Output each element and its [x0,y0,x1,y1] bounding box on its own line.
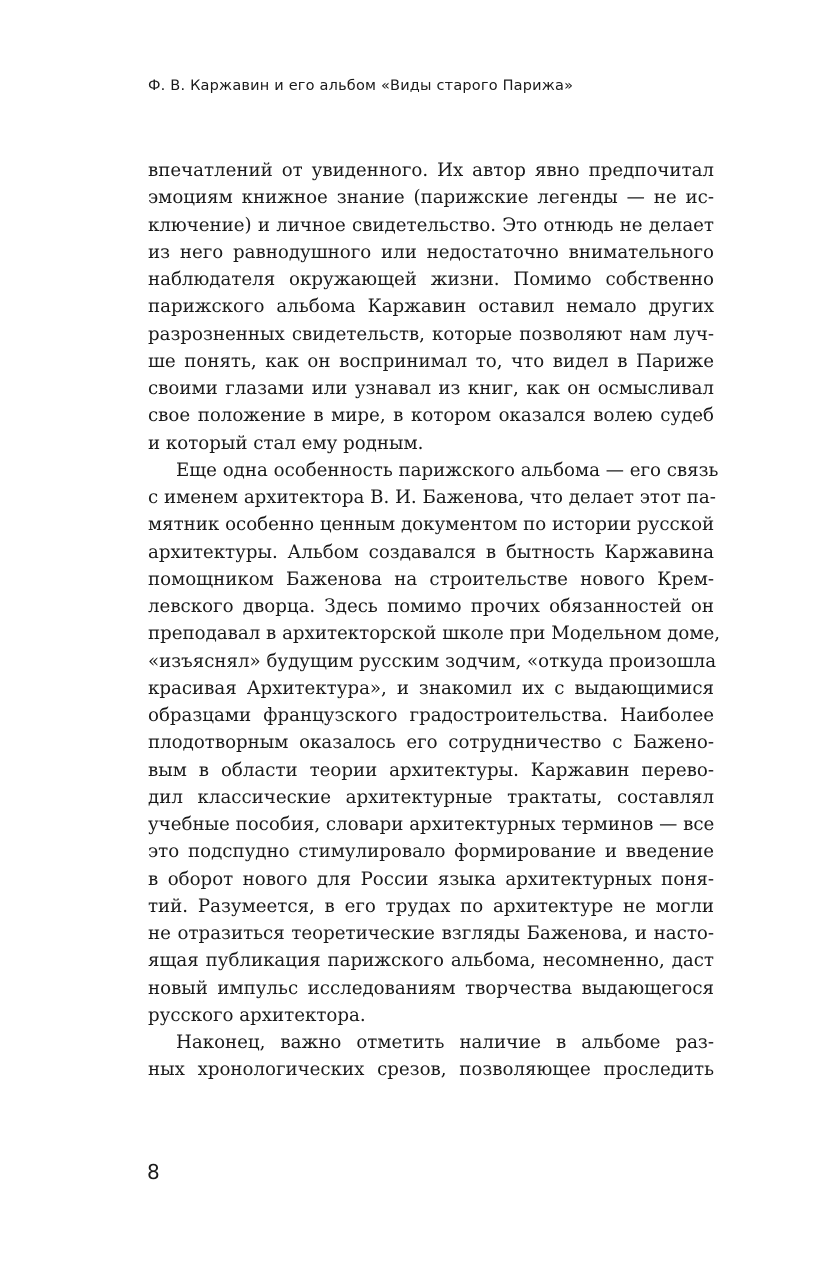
text-line: левского дворца. Здесь помимо прочих обязанностей он [148,596,714,617]
text-line: ящая публикация парижского альбома, несомненно, даст [148,950,714,972]
text-line: свое положение в мире, в котором оказался волею судеб [148,405,714,427]
text-line: ных хронологических срезов, позволяющее проследить [148,1059,714,1081]
text-line: русского архитектора. [148,1004,366,1026]
page-number: 8 [147,1160,160,1184]
text-line: архитектуры. Альбом создавался в бытность Каржавина [148,541,714,563]
text-line: из него равнодушного или недостаточно внимательного [148,241,714,263]
text-line: образцами французского градостроительства. Наиболее [148,705,714,726]
text-line: «изъяснял» будущим русским зодчим, «откуда произошла [148,650,717,672]
text-line: впечатлений от увиденного. Их автор явно предпочитал [148,160,714,181]
text-line: в оборот нового для России языка архитектурных поня- [148,868,714,890]
text-line: и который стал ему родным. [148,432,424,454]
paragraph [148,1029,714,1084]
text-line: ше понять, как он воспринимал то, что видел в Париже [148,350,714,372]
text-line: своими глазами или узнавал из книг, как он осмысливал [148,378,714,399]
text-line: красивая Архитектура», и знакомил их с выдающимися [148,677,714,699]
text-line: разрозненных свидетельств, которые позволяют нам луч- [148,323,714,345]
text-line: дил классические архитектурные трактаты, составлял [148,786,714,808]
text-line: помощником Баженова на строительстве нового Крем- [148,568,714,590]
text-line: мятник особенно ценным документом по истории русской [148,514,715,536]
paragraph [148,457,721,1029]
text-line: плодотворным оказалось его сотрудничество с Бажено- [148,732,714,754]
text-line: учебные пособия, словари архитектурных терминов — все [148,814,715,835]
text-line: новый импульс исследованиям творчества выдающегося [148,977,714,999]
text-line: с именем архитектора В. И. Баженова, что делает этот па- [148,487,716,508]
text-line: Еще одна особенность парижского альбома — его связь [176,459,719,481]
text-line: преподавал в архитекторской школе при Модельном доме, [148,623,721,645]
text-line: Наконец, важно отметить наличие в альбоме раз- [176,1032,714,1053]
text-line: наблюдателя окружающей жизни. Помимо собственно [148,269,714,290]
paragraph [148,157,714,457]
text-line: вым в области теории архитектуры. Каржавин перево- [148,759,714,781]
text-line: эмоциям книжное знание (парижские легенды — не ис- [148,187,714,209]
text-line: тий. Разумеется, в его трудах по архитектуре не могли [148,895,714,917]
text-line: это подспудно стимулировало формирование и введение [148,841,714,863]
text-line: парижского альбома Каржавин оставил немало других [148,296,714,318]
text-line: не отразиться теоретические взгляды Баженова, и насто- [148,923,714,944]
body-text [148,157,721,1084]
running-head: Ф. В. Каржавин и его альбом «Виды старого Парижа» [148,78,574,94]
text-line: ключение) и личное свидетельство. Это отнюдь не делает [148,214,714,236]
